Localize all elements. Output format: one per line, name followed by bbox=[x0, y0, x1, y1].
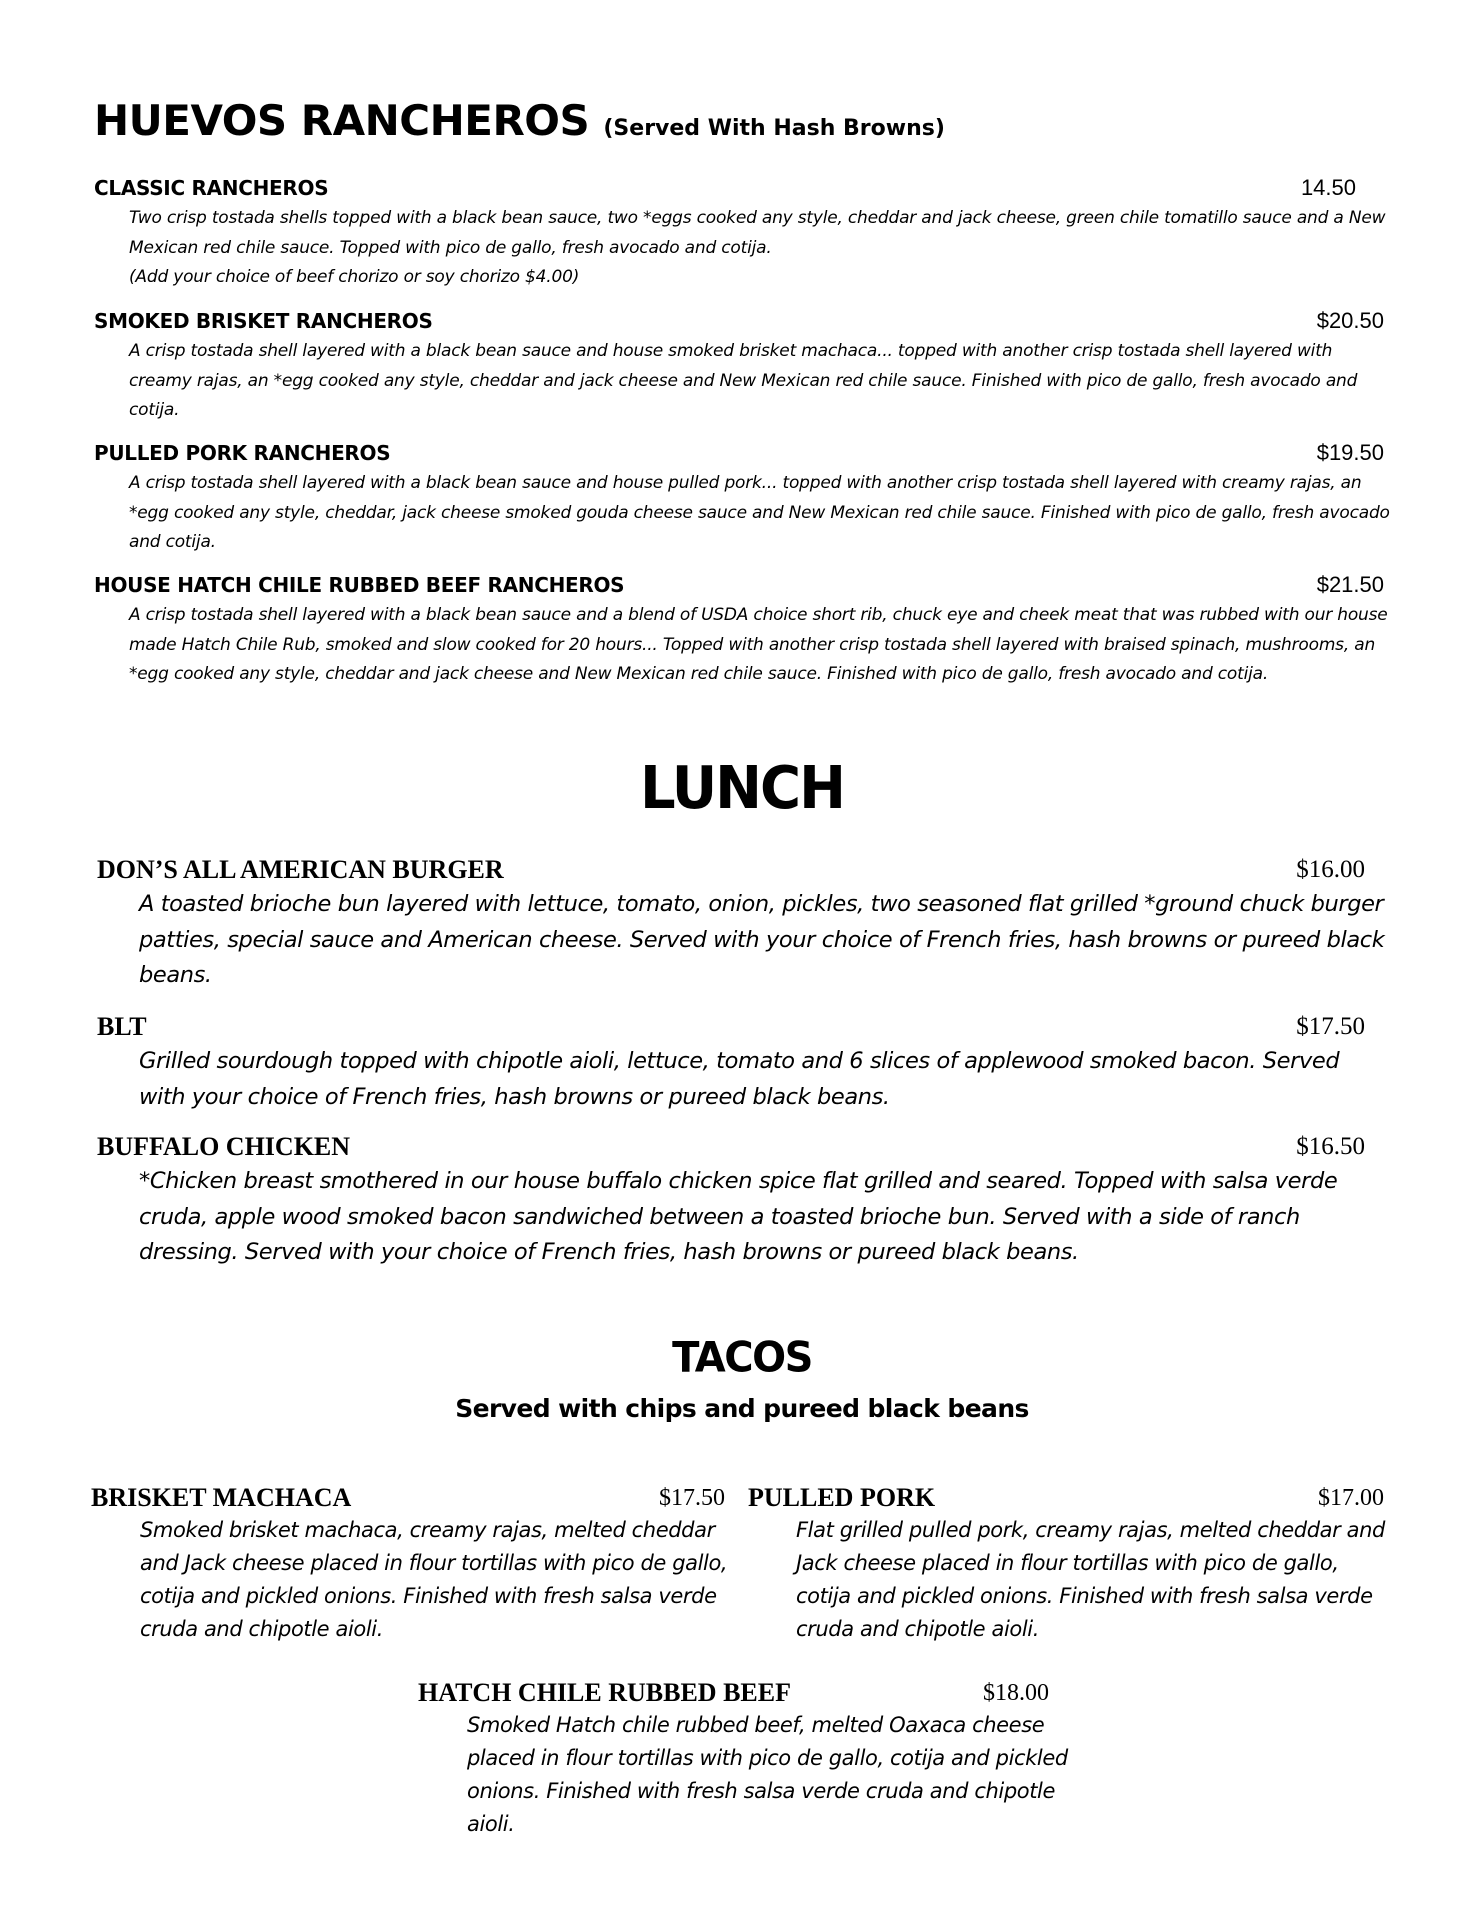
item-price: $21.50 bbox=[1316, 572, 1384, 597]
menu-item-pulled-pork-rancheros bbox=[94, 437, 1390, 558]
item-description: Two crisp tostada shells topped with a black bean sauce, two *eggs cooked any style, cheddar and jack cheese, green chile tomatillo sauce and a New Mexican red chile sauce. Topped with pico de gallo, fresh avocado and cotija. bbox=[129, 208, 1386, 258]
item-description: Smoked Hatch chile rubbed beef, melted Oaxaca cheese placed in flour tortillas with pico de gallo, cotija and pickled onions. Finished with fresh salsa verde cruda and chipotle aioli. bbox=[467, 1713, 1068, 1836]
menu-item-brisket-machaca bbox=[91, 1482, 728, 1646]
menu-item-hatch-chile-beef-rancheros bbox=[94, 569, 1388, 690]
menu-item-hatch-chile-rubbed-beef bbox=[418, 1677, 1068, 1841]
item-description: Flat grilled pulled pork, creamy rajas, melted cheddar and Jack cheese placed in flour tortillas with pico de gallo, cotija and pickled onions. Finished with fresh salsa verde cruda and chipotle aioli. bbox=[796, 1518, 1385, 1641]
huevos-section-title bbox=[94, 96, 945, 145]
menu-item-blt bbox=[97, 1010, 1365, 1115]
item-name: DON’S ALL AMERICAN BURGER bbox=[97, 855, 504, 884]
lunch-heading: LUNCH bbox=[640, 754, 844, 823]
item-description: A crisp tostada shell layered with a black bean sauce and house pulled pork... topped with another crisp tostada shell layered with creamy rajas, an *egg cooked any style, cheddar, jack cheese smoked gouda cheese sauce and New Mexican red chile sauce. Finished with pico de gallo, fresh avocado and cotija. bbox=[129, 473, 1390, 552]
item-description: Grilled sourdough topped with chipotle aioli, lettuce, tomato and 6 slices of applewood smoked bacon. Served with your choice of French fries, hash browns or pureed black beans. bbox=[139, 1048, 1340, 1110]
item-price: $17.50 bbox=[659, 1485, 725, 1511]
item-name: CLASSIC RANCHEROS bbox=[94, 176, 329, 200]
item-description: A toasted brioche bun layered with lettuce, tomato, onion, pickles, two seasoned flat grilled *ground chuck burger patties, special sauce and American cheese. Served with your choice of French fries, hash browns or pureed black beans. bbox=[139, 891, 1385, 988]
item-name: BRISKET MACHACA bbox=[91, 1483, 352, 1512]
tacos-heading: TACOS bbox=[672, 1333, 812, 1383]
item-price: 14.50 bbox=[1300, 175, 1356, 200]
item-price: $16.50 bbox=[1296, 1133, 1365, 1160]
item-name: HOUSE HATCH CHILE RUBBED BEEF RANCHEROS bbox=[94, 573, 625, 597]
huevos-title-text: HUEVOS RANCHEROS bbox=[94, 96, 590, 145]
item-name: BUFFALO CHICKEN bbox=[97, 1132, 351, 1161]
item-price: $19.50 bbox=[1316, 440, 1384, 465]
item-price: $16.00 bbox=[1296, 856, 1365, 883]
item-note: (Add your choice of beef chorizo or soy chorizo $4.00) bbox=[129, 267, 580, 287]
item-description: A crisp tostada shell layered with a black bean sauce and house smoked brisket machaca... topped with another crisp tostada shell layered with creamy rajas, an *egg cooked any style, cheddar and jack cheese and New Mexican red chile sauce. Finished with pico de gallo, fresh avocado and cotija. bbox=[129, 341, 1358, 420]
menu-item-smoked-brisket-rancheros bbox=[94, 305, 1384, 426]
item-price: $17.50 bbox=[1296, 1013, 1365, 1040]
menu-item-all-american-burger bbox=[97, 853, 1385, 994]
huevos-subtitle: (Served With Hash Browns) bbox=[603, 116, 945, 141]
menu-item-classic-rancheros bbox=[94, 172, 1386, 293]
item-price: $18.00 bbox=[983, 1680, 1049, 1706]
item-description: Smoked brisket machaca, creamy rajas, melted cheddar and Jack cheese placed in flour tortillas with pico de gallo, cotija and pickled onions. Finished with fresh salsa verde cruda and chipotle aioli. bbox=[140, 1518, 728, 1641]
item-description: *Chicken breast smothered in our house buffalo chicken spice flat grilled and seared. Topped with salsa verde cruda, apple wood smoked bacon sandwiched between a toasted brioche bun. Served with a side of ranch dressing. Served with your choice of French fries, hash browns or pureed black beans. bbox=[139, 1168, 1338, 1265]
item-name: BLT bbox=[97, 1012, 147, 1041]
item-price: $17.00 bbox=[1318, 1485, 1384, 1511]
menu-item-pulled-pork-tacos bbox=[748, 1482, 1384, 1646]
item-price: $20.50 bbox=[1316, 308, 1384, 333]
menu-item-buffalo-chicken bbox=[97, 1130, 1365, 1271]
item-name: SMOKED BRISKET RANCHEROS bbox=[94, 309, 433, 333]
item-name: PULLED PORK RANCHEROS bbox=[94, 441, 391, 465]
tacos-subtitle: Served with chips and pureed black beans bbox=[455, 1394, 1029, 1423]
item-name: HATCH CHILE RUBBED BEEF bbox=[418, 1678, 791, 1707]
item-description: A crisp tostada shell layered with a black bean sauce and a blend of USDA choice short rib, chuck eye and cheek meat that was rubbed with our house made Hatch Chile Rub, smoked and slow cooked for 20 hours... Topped with another crisp tostada shell layered with braised spinach, mushrooms, an *egg cooked any style, cheddar and jack cheese and New Mexican red chile sauce. Finished with pico de gallo, fresh avocado and cotija. bbox=[129, 605, 1388, 684]
item-name: PULLED PORK bbox=[748, 1483, 936, 1512]
